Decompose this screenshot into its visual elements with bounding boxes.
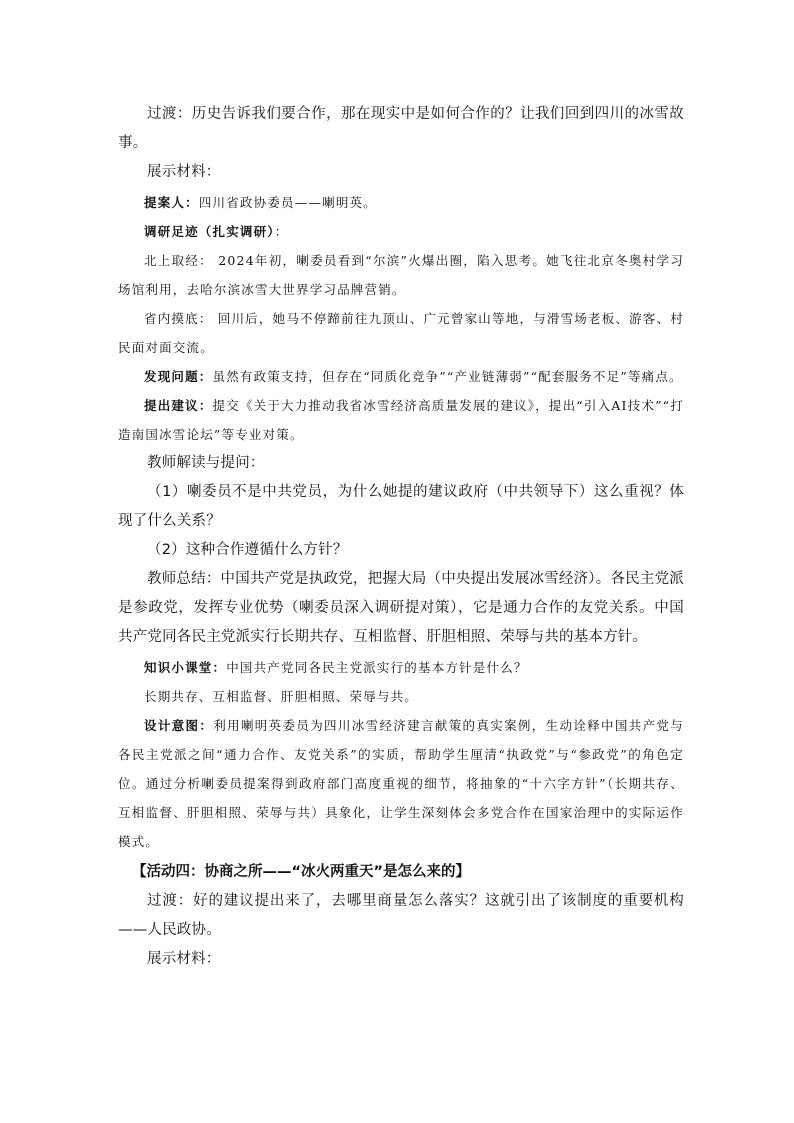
- question-1: （1）喇委员不是中共党员，为什么她提的建议政府（中共领导下）这么重视？体现了什么关系？: [118, 484, 684, 529]
- design-label: 设计意图：: [144, 718, 214, 733]
- knowledge-paragraph: [118, 653, 684, 682]
- proposer-line: [118, 188, 684, 217]
- proposal-paragraph: [118, 391, 684, 449]
- teacher-interpret-label: 教师解读与提问：: [147, 455, 265, 471]
- problems-label: 发现问题：: [144, 369, 213, 384]
- show-material-label-1: 展示材料：: [147, 164, 221, 180]
- proposer-label: 提案人：: [144, 195, 199, 210]
- proposer-text: 四川省政协委员——喇明英。: [198, 195, 377, 210]
- research-label: 调研足迹（扎实调研）: [144, 224, 275, 239]
- activity-four-heading: 【活动四：协商之所——“冰火两重天”是怎么来的】: [132, 864, 471, 880]
- knowledge-answer: 长期共存、互相监督、肝胆相照、荣辱与共。: [144, 689, 419, 704]
- research-heading: [118, 217, 684, 246]
- design-intent-paragraph: [118, 711, 684, 856]
- problems-text: 虽然有政策支持，但存在“同质化竞争”“产业链薄弱”“配套服务不足”等痛点。: [212, 369, 683, 384]
- design-text: 利用喇明英委员为四川冰雪经济建言献策的真实案例，生动诠释中国共产党与各民主党派之间“通力合作、友党关系”的实质，帮助学生厘清“执政党”与“参政党”的角色定位。通过分析喇委员提案得到政府部门高度重视的细节，将抽象的“十六字方针”（长期共存、互相监督、肝胆相照、荣辱与共）具象化，让学生深刻体会多党合作在国家治理中的实际运作模式。: [118, 718, 684, 849]
- knowledge-label: 知识小课堂：: [144, 660, 227, 675]
- document-page: [118, 100, 684, 974]
- proposal-label: 提出建议：: [144, 398, 213, 413]
- question-2: （2）这种合作遵循什么方针？: [147, 542, 348, 558]
- teacher-summary-paragraph: 教师总结：中国共产党是执政党，把握大局（中央提出发展冰雪经济）。各民主党派是参政党，发挥专业优势（喇委员深入调研提对策），它是通力合作的友党关系。中国共产党同各民主党派实行长期共存、互相监督、肝胆相照、荣辱与共的基本方针。: [118, 571, 684, 645]
- proposal-text: 提交《关于大力推动我省冰雪经济高质量发展的建议》，提出“引入AI技术”“打造南国冰雪论坛”等专业对策。: [118, 398, 684, 442]
- show-material-label-2: 展示材料：: [147, 951, 221, 967]
- problems-paragraph: [118, 362, 684, 391]
- knowledge-text: 中国共产党同各民主党派实行的基本方针是什么？: [226, 660, 528, 675]
- north-paragraph: 北上取经： 2024年初，喇委员看到“尔滨”火爆出圈，陷入思考。她飞往北京冬奥村学习场馆利用，去哈尔滨冰雪大世界学习品牌营销。: [118, 253, 684, 297]
- transition-paragraph-1: 过渡：历史告诉我们要合作，那在现实中是如何合作的？让我们回到四川的冰雪故事。: [118, 106, 684, 151]
- research-suffix: ：: [274, 224, 289, 239]
- province-paragraph: 省内摸底： 回川后，她马不停蹄前往九顶山、广元曾家山等地，与滑雪场老板、游客、村民面对面交流。: [118, 311, 684, 355]
- transition-paragraph-2: 过渡：好的建议提出来了，去哪里商量怎么落实？这就引出了该制度的重要机构——人民政协。: [118, 893, 684, 938]
